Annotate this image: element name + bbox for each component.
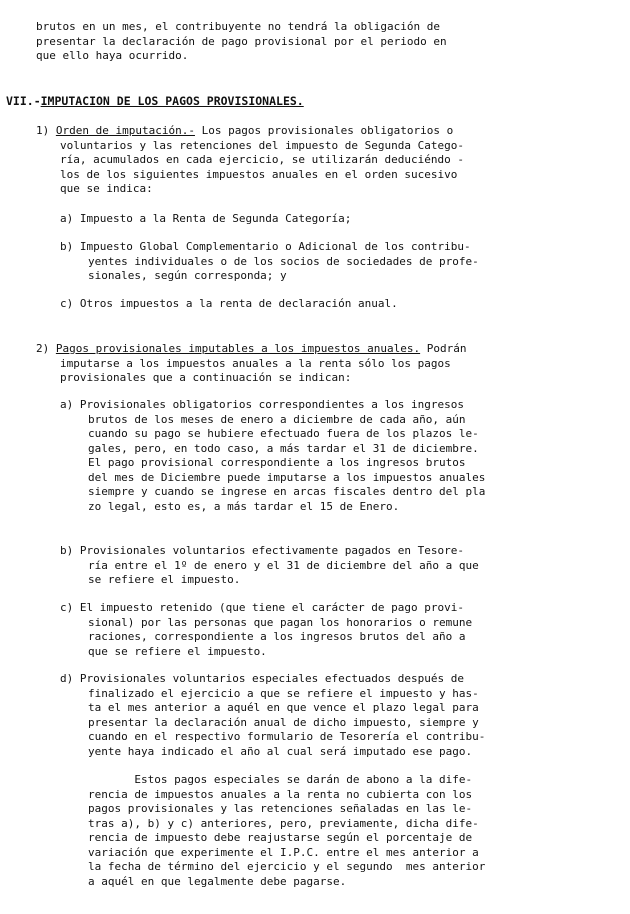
text-line: que se indica: bbox=[60, 182, 153, 195]
subitem-2c bbox=[60, 601, 464, 616]
text-line: del mes de Diciembre puede imputarse a los impuestos anuales bbox=[88, 470, 486, 484]
text-line: pagos provisionales y las retenciones señaladas en las le- bbox=[88, 802, 473, 815]
subitem-2d-body bbox=[88, 687, 485, 760]
text-line: se refiere el impuesto. bbox=[88, 573, 241, 586]
section-number: VII.- bbox=[6, 94, 41, 108]
text-line: a aquél en que legalmente debe pagarse. bbox=[88, 874, 347, 888]
text-line: Impuesto a la Renta de Segunda Categoría; bbox=[79, 212, 352, 225]
item-2 bbox=[36, 342, 466, 357]
subitem-1b-body bbox=[88, 255, 479, 284]
subitem-1a bbox=[60, 212, 351, 227]
text-line: Provisionales voluntarios especiales efectuados después de bbox=[79, 672, 464, 685]
text-line: cuando su pago se hubiere efectuado fuera de los plazos le- bbox=[88, 427, 479, 440]
item-number: 1) bbox=[36, 124, 50, 137]
item-number: 2) bbox=[36, 342, 50, 355]
text-line: rencia de impuesto debe reajustarse según el porcentaje de bbox=[88, 831, 473, 844]
subitem-1c bbox=[60, 297, 398, 312]
item-title: Pagos provisionales imputables a los impuestos anuales. bbox=[55, 342, 421, 355]
text-line: gales, pero, en todo caso, a más tardar el 31 de diciembre. bbox=[88, 441, 479, 455]
subitem-2b-body bbox=[88, 559, 479, 588]
text-line: raciones, correspondiente a los ingresos brutos del año a bbox=[88, 630, 466, 643]
text-line: Provisionales obligatorios correspondientes a los ingresos bbox=[79, 398, 464, 411]
subitem-label: b) bbox=[60, 544, 74, 557]
text-line: cuando en el respectivo formulario de Tesorería el contribu- bbox=[88, 730, 486, 743]
text-line: presentar la declaración anual de dicho impuesto, siempre y bbox=[88, 715, 479, 729]
item-1-body bbox=[60, 139, 464, 197]
text-line: presentar la declaración de pago provisional por el periodo en bbox=[36, 34, 447, 48]
subitem-label: c) bbox=[60, 601, 74, 614]
subitem-label: b) bbox=[60, 240, 74, 253]
item-2-body bbox=[60, 357, 451, 386]
intro-paragraph bbox=[36, 20, 447, 64]
text-line: brutos de los meses de enero a diciembre de cada año, aún bbox=[88, 412, 466, 426]
text-line: sionales, según corresponda; y bbox=[88, 269, 287, 282]
text-line: Impuesto Global Complementario o Adicional de los contribu- bbox=[79, 240, 471, 253]
text-line: provisionales que a continuación se indican: bbox=[60, 371, 352, 384]
text-line: variación que experimente el I.P.C. entre el mes anterior a bbox=[88, 845, 479, 859]
text-line: Estos pagos especiales se darán de abono a la dife- bbox=[88, 773, 473, 786]
subitem-2a bbox=[60, 398, 464, 413]
text-line: Los pagos provisionales obligatorios o bbox=[194, 124, 454, 137]
text-line: ta el mes anterior a aquél en que vence el plazo legal para bbox=[88, 701, 479, 714]
text-line: ría entre el 1º de enero y el 31 de diciembre del año a que bbox=[88, 558, 479, 572]
text-line: que se refiere el impuesto. bbox=[88, 644, 267, 658]
text-line: sional) por las personas que pagan los honorarios o remune bbox=[88, 615, 473, 629]
text-line: los de los siguientes impuestos anuales en el orden sucesivo bbox=[60, 167, 458, 181]
item-title: Orden de imputación.- bbox=[55, 124, 195, 137]
subitem-2d bbox=[60, 672, 464, 687]
text-line: tras a), b) y c) anteriores, pero, previamente, dicha dife- bbox=[88, 816, 479, 830]
subitem-1b bbox=[60, 240, 471, 255]
text-line: El pago provisional correspondiente a los ingresos brutos bbox=[88, 456, 466, 469]
text-line: voluntarios y las retenciones del impuesto de Segunda Catego- bbox=[60, 138, 464, 152]
section-title: IMPUTACION DE LOS PAGOS PROVISIONALES. bbox=[40, 94, 304, 108]
text-line: finalizado el ejercicio a que se refiere el impuesto y has- bbox=[88, 686, 479, 700]
subitem-label: d) bbox=[60, 672, 74, 685]
subitem-2b bbox=[60, 544, 464, 559]
text-line: zo legal, esto es, a más tardar el 15 de Enero. bbox=[88, 499, 400, 513]
subitem-label: c) bbox=[60, 297, 74, 310]
closing-paragraph bbox=[88, 773, 485, 889]
text-line: imputarse a los impuestos anuales a la renta sólo los pagos bbox=[60, 356, 451, 370]
text-line: ría, acumulados en cada ejercicio, se utilizarán deduciéndo - bbox=[60, 153, 464, 166]
item-1 bbox=[36, 124, 453, 139]
subitem-label: a) bbox=[60, 398, 74, 411]
text-line: yente haya indicado el año al cual será imputado ese pago. bbox=[88, 744, 473, 758]
subitem-2a-body bbox=[88, 413, 485, 515]
text-line: la fecha de término del ejercicio y el segundo mes anterior bbox=[88, 860, 486, 873]
text-line: siempre y cuando se ingrese en arcas fiscales dentro del pla bbox=[88, 485, 486, 498]
text-line: brutos en un mes, el contribuyente no tendrá la obligación de bbox=[36, 20, 440, 33]
subitem-label: a) bbox=[60, 212, 74, 225]
section-heading bbox=[6, 94, 304, 109]
text-line: rencia de impuestos anuales a la renta no cubierta con los bbox=[88, 787, 473, 801]
subitem-2c-body bbox=[88, 616, 472, 660]
text-line: yentes individuales o de los socios de sociedades de profe- bbox=[88, 254, 479, 268]
text-line: El impuesto retenido (que tiene el carácter de pago provi- bbox=[79, 601, 464, 614]
text-line: Podrán bbox=[420, 342, 467, 355]
text-line: Otros impuestos a la renta de declaración anual. bbox=[79, 297, 398, 310]
text-line: Provisionales voluntarios efectivamente pagados en Tesore- bbox=[79, 544, 464, 557]
text-line: que ello haya ocurrido. bbox=[36, 49, 189, 62]
